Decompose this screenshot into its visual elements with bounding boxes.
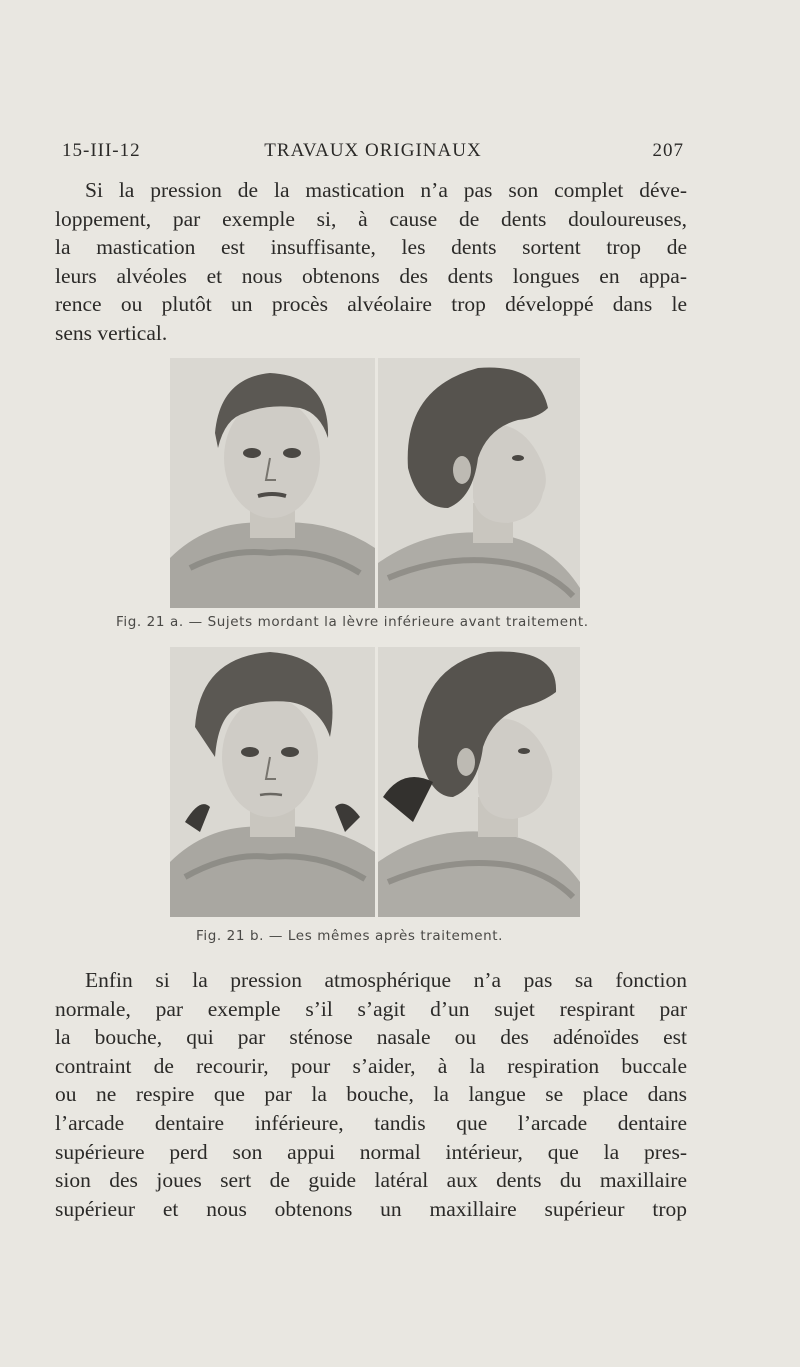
figure-21b: [170, 647, 580, 917]
photo-profile-view-before: [378, 358, 580, 608]
text-line: supérieure perd son appui normal intérieur, que la pres-: [55, 1139, 687, 1164]
figure-21b-caption: Fig. 21 b. — Les mêmes après traitement.: [196, 928, 504, 944]
running-header: [62, 140, 684, 168]
text-line: l’arcade dentaire inférieure, tandis que l’arcade dentaire: [55, 1110, 687, 1135]
text-line: sens vertical.: [55, 320, 168, 345]
text-line: Si la pression de la mastication n’a pas son complet déve-: [85, 178, 687, 202]
header-section-title: TRAVAUX ORIGINAUX: [264, 140, 482, 161]
text-line: normale, par exemple s’il s’agit d’un sujet respirant par: [55, 996, 687, 1021]
figure-21a: [170, 358, 580, 608]
text-line: leurs alvéoles et nous obtenons des dents longues en appa-: [55, 263, 687, 288]
photo-front-view-after: [170, 647, 375, 917]
header-date: 15-III-12: [62, 140, 141, 161]
photo-profile-view-after: [378, 647, 580, 917]
text-line: sion des joues sert de guide latéral aux dents du maxillaire: [55, 1168, 687, 1193]
paragraph-atmospheric-pressure: [55, 966, 687, 1223]
text-line: rence ou plutôt un procès alvéolaire trop développé dans le: [55, 292, 687, 317]
text-line: loppement, par exemple si, à cause de dents douloureuses,: [55, 206, 687, 231]
text-line: la mastication est insuffisante, les dents sortent trop de: [55, 235, 687, 260]
figure-21a-caption: Fig. 21 a. — Sujets mordant la lèvre inférieure avant traitement.: [116, 614, 589, 630]
paragraph-mastication: [55, 176, 687, 348]
text-line: Enfin si la pression atmosphérique n’a pas sa fonction: [85, 968, 687, 992]
page-number: 207: [652, 140, 684, 161]
text-line: ou ne respire que par la bouche, la langue se place dans: [55, 1082, 687, 1107]
text-line: la bouche, qui par sténose nasale ou des adénoïdes est: [55, 1025, 687, 1050]
photo-front-view-before: [170, 358, 375, 608]
text-line: contraint de recourir, pour s’aider, à la respiration buccale: [55, 1053, 687, 1078]
text-line: supérieur et nous obtenons un maxillaire supérieur trop: [55, 1196, 687, 1221]
